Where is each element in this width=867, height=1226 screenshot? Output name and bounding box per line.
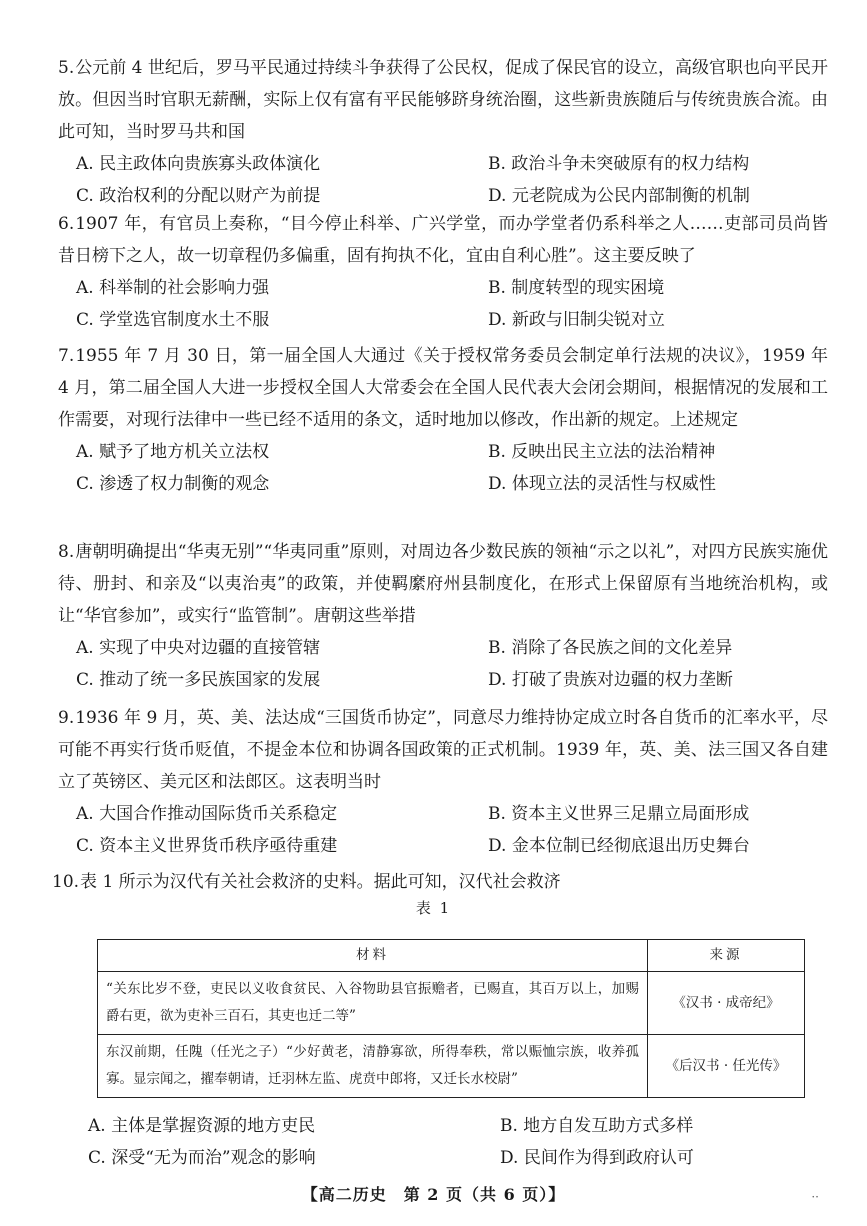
- option-b: B. 资本主义世界三足鼎立局面形成: [488, 804, 750, 824]
- material-cell: “关东比岁不登，吏民以义收食贫民、入谷物助县官振赡者，已赐直，其百万以上，加赐爵右更，欲为吏补三百石，其吏也迁二等”: [98, 972, 648, 1035]
- table-row: [98, 972, 805, 1035]
- material-cell: 东汉前期，任隗（任光之子）“少好黄老，清静寡欲，所得奉秩，常以赈恤宗族，收养孤寡。显宗闻之，擢奉朝请，迁羽林左监、虎贲中郎将，又迁长水校尉”: [98, 1035, 648, 1098]
- option-d: D. 金本位制已经彻底退出历史舞台: [488, 836, 750, 856]
- question-5: [58, 52, 828, 212]
- option-a: A. 民主政体向贵族寡头政体演化: [76, 154, 321, 174]
- option-a: A. 主体是掌握资源的地方吏民: [88, 1116, 316, 1136]
- option-c: C. 学堂选官制度水土不服: [76, 310, 270, 330]
- option-a: A. 科举制的社会影响力强: [76, 278, 270, 298]
- option-c: C. 政治权利的分配以财产为前提: [76, 186, 321, 206]
- header-material: 材料: [98, 940, 648, 972]
- question-7: [58, 340, 828, 500]
- question-stem: 9.1936 年 9 月，英、美、法达成“三国货币协定”，同意尽力维持协定成立时各自货币的汇率水平，尽可能不再实行货币贬值，不提金本位和协调各国政策的正式机制。1939 年，英、美、法三国又各自建立了英镑区、美元区和法郎区。这表明当时: [58, 708, 828, 792]
- option-a: A. 实现了中央对边疆的直接管辖: [76, 638, 321, 658]
- table-caption: 表 1: [415, 899, 452, 917]
- question-stem: 10.表 1 所示为汉代有关社会救济的史料。据此可知，汉代社会救济: [52, 872, 561, 892]
- option-c: C. 深受“无为而治”观念的影响: [88, 1148, 316, 1168]
- corner-mark: ··: [811, 1190, 819, 1204]
- question-10-options: [70, 1110, 840, 1174]
- options: [76, 798, 828, 862]
- option-c: C. 渗透了权力制衡的观念: [76, 474, 270, 494]
- source-cell: 《汉书 · 成帝纪》: [648, 972, 805, 1035]
- option-b: B. 消除了各民族之间的文化差异: [488, 638, 733, 658]
- question-stem: 7.1955 年 7 月 30 日，第一届全国人大通过《关于授权常务委员会制定单行法规的决议》，1959 年 4 月，第二届全国人大进一步授权全国人大常委会在全国人民代表大会闭会期间，根据情况的发展和工作需要，对现行法律中一些已经不适用的条文，适时地加以修改，作出新的规定。上述规定: [58, 346, 828, 430]
- header-source: 来源: [648, 940, 805, 972]
- option-a: A. 大国合作推动国际货币关系稳定: [76, 804, 338, 824]
- option-c: C. 资本主义世界货币秩序亟待重建: [76, 836, 338, 856]
- question-10: [52, 866, 822, 898]
- option-b: B. 制度转型的现实困境: [488, 278, 665, 298]
- option-d: D. 元老院成为公民内部制衡的机制: [488, 186, 750, 206]
- option-d: D. 体现立法的灵活性与权威性: [488, 474, 716, 494]
- source-cell: 《后汉书 · 任光传》: [648, 1035, 805, 1098]
- options: [76, 436, 828, 500]
- option-b: B. 地方自发互助方式多样: [500, 1116, 694, 1136]
- question-stem: 5.公元前 4 世纪后，罗马平民通过持续斗争获得了公民权，促成了保民官的设立，高级官职也向平民开放。但因当时官职无薪酬，实际上仅有富有平民能够跻身统治圈，这些新贵族随后与传统贵族合流。由此可知，当时罗马共和国: [58, 58, 828, 142]
- options: [76, 148, 828, 212]
- table-header-row: [98, 940, 805, 972]
- options: [88, 1110, 840, 1174]
- option-d: D. 打破了贵族对边疆的权力垄断: [488, 670, 733, 690]
- question-8: [58, 536, 828, 696]
- question-stem: 8.唐朝明确提出“华夷无别”“华夷同重”原则，对周边各少数民族的领袖“示之以礼”，对四方民族实施优待、册封、和亲及“以夷治夷”的政策，并使羁縻府州县制度化，在形式上保留原有当地统治机构，或让“华官参加”，或实行“监管制”。唐朝这些举措: [58, 542, 828, 626]
- question-9: [58, 702, 828, 862]
- option-d: D. 民间作为得到政府认可: [500, 1148, 694, 1168]
- options: [76, 272, 828, 336]
- table-row: [98, 1035, 805, 1098]
- question-6: [58, 208, 828, 336]
- option-c: C. 推动了统一多民族国家的发展: [76, 670, 321, 690]
- source-table: [97, 939, 805, 1098]
- page-footer: 【高二历史 第 2 页（共 6 页）】: [301, 1185, 566, 1204]
- option-b: B. 反映出民主立法的法治精神: [488, 442, 716, 462]
- options: [76, 632, 828, 696]
- option-b: B. 政治斗争未突破原有的权力结构: [488, 154, 750, 174]
- question-stem: 6.1907 年，有官员上奏称，“目今停止科举、广兴学堂，而办学堂者仍系科举之人……吏部司员尚皆昔日榜下之人，故一切章程仍多偏重，固有拘执不化，宜由自利心胜”。这主要反映了: [58, 214, 828, 266]
- option-a: A. 赋予了地方机关立法权: [76, 442, 270, 462]
- option-d: D. 新政与旧制尖锐对立: [488, 310, 665, 330]
